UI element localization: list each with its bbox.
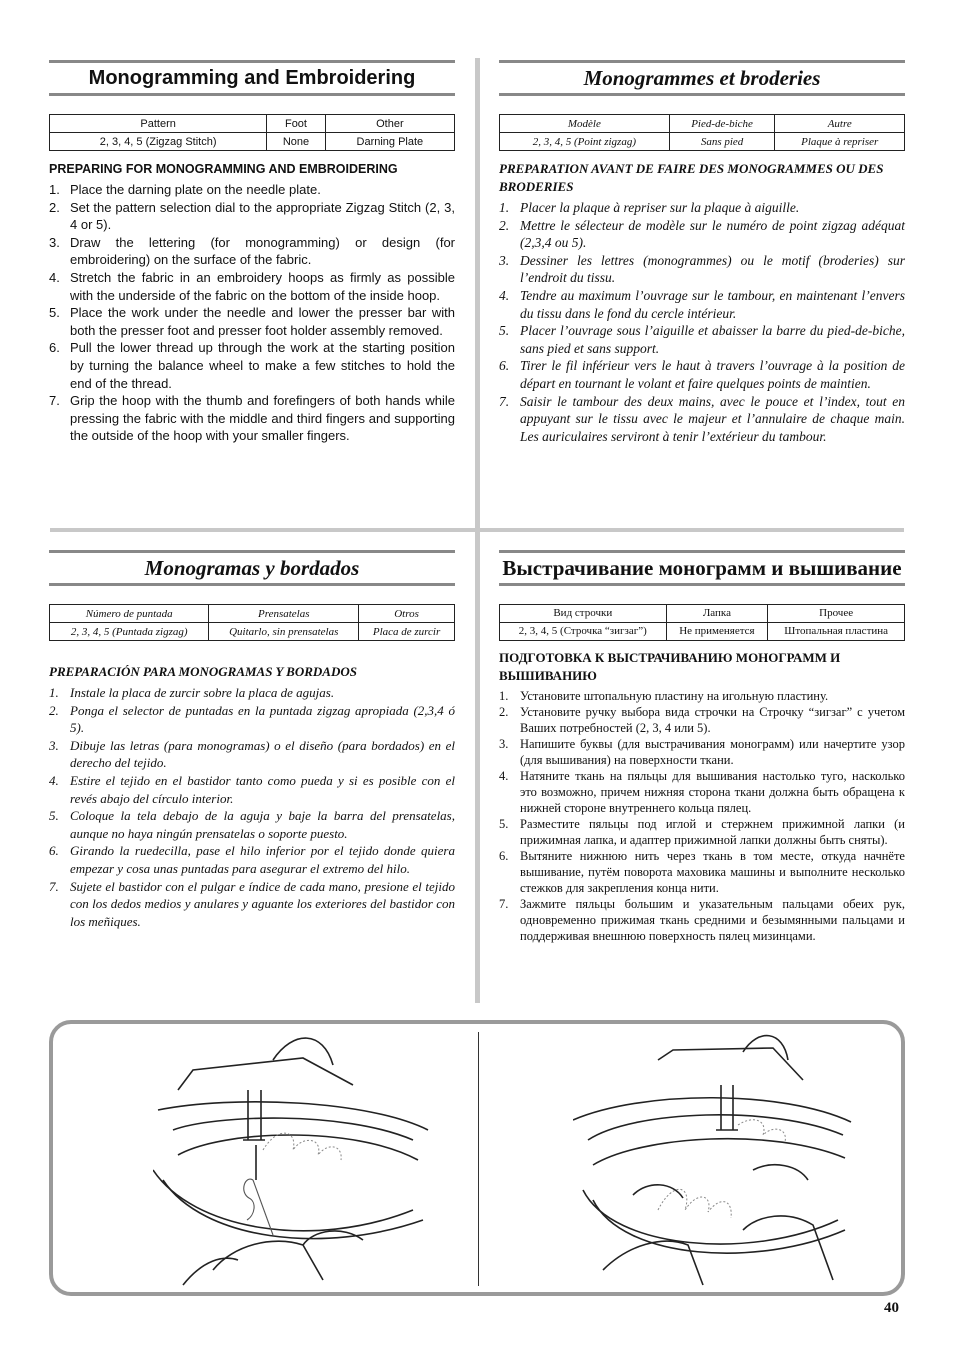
step-text: Saisir le tambour des deux mains, avec le pouce et l’index, tout en appuyant sur le tissu avec le majeur et l’annulaire de chaque main. Les auriculaires serviront à tenir l’extérieur du tambour. (520, 393, 905, 444)
step-number: 7. (499, 393, 510, 409)
table-cell: 2, 3, 4, 5 (Строчка “зигзаг”) (500, 623, 667, 641)
list-item (49, 702, 455, 737)
steps-list (49, 181, 455, 445)
step-text: Place the darning plate on the needle plate. (70, 182, 321, 197)
step-text: Tirer le fil inférieur vers le haut à travers l’ouvrage à la position de départ en tournant le volant et faire quelques points de maintien. (520, 358, 905, 391)
step-number: 2. (49, 702, 59, 718)
step-text: Натяните ткань на пяльцы для вышивания настолько туго, насколько это возможно, причем нижняя сторона ткани должна быть обращена к нижней стороне внутреннего кольца пялец. (520, 769, 905, 815)
table-header: Прочее (768, 605, 905, 623)
step-text: Girando la ruedecilla, pase el hilo inferior por el tejido donde quiera empezar y cosa unas puntadas para asegurar el extremo del hilo. (70, 843, 455, 876)
subheading: PREPARACIÓN PARA MONOGRAMAS Y BORDADOS (49, 664, 357, 679)
russian-section (499, 550, 905, 944)
step-number: 4. (49, 269, 60, 285)
step-text: Place the work under the needle and lower the presser bar with both the presser foot and presser foot holder assembly removed. (70, 305, 455, 338)
section-title: Monogrammes et broderies (499, 60, 905, 96)
hoop-hands-illustration (573, 1030, 853, 1290)
list-item (499, 816, 905, 848)
step-text: Coloque la tela debajo de la aguja y baje la barra del prensatelas, aunque no haya ningún prensatelas o soporte puesto. (70, 808, 455, 841)
step-number: 6. (49, 843, 59, 859)
table-header: Лапка (666, 605, 768, 623)
step-text: Dibuje las letras (para monogramas) o el diseño (para bordados) en el derecho del tejido. (70, 737, 455, 771)
table-cell: Sans pied (669, 133, 775, 151)
subheading: PREPARATION AVANT DE FAIRE DES MONOGRAMMES OU DES BRODERIES (499, 161, 884, 194)
step-number: 3. (499, 252, 510, 268)
list-item (49, 339, 455, 392)
list-item (499, 322, 905, 357)
table-header: Autre (775, 115, 905, 133)
spanish-section (49, 550, 455, 930)
table-header: Вид строчки (500, 605, 667, 623)
horizontal-divider (50, 528, 904, 532)
steps-list (499, 199, 905, 445)
table-cell: Placa de zurcir (359, 623, 455, 641)
list-item (49, 181, 455, 199)
illustration-box (49, 1020, 905, 1296)
list-item (49, 772, 455, 807)
table-cell: None (267, 133, 325, 151)
list-item (49, 878, 455, 931)
table-cell: Quitarlo, sin prensatelas (209, 623, 359, 641)
table-cell: Не применяется (666, 623, 768, 641)
list-item (499, 217, 905, 252)
step-number: 2. (49, 199, 60, 215)
step-number: 2. (499, 217, 510, 233)
step-number: 3. (49, 737, 59, 753)
step-number: 6. (499, 358, 510, 374)
section-title: Monogramas y bordados (49, 550, 455, 586)
step-number: 3. (499, 737, 509, 751)
step-text: Ponga el selector de puntadas en la puntada zigzag apropiada (2,3,4 ó 5). (70, 702, 455, 736)
list-item (499, 736, 905, 768)
step-text: Draw the lettering (for monogramming) or design (for embroidering) on the surface of the fabric. (70, 234, 455, 268)
list-item (49, 807, 455, 842)
step-text: Placer l’ouvrage sous l’aiguille et abaisser la barre du pied-de-biche, sans pied et sans support. (520, 323, 905, 356)
step-number: 1. (49, 182, 60, 197)
hoop-thread-illustration (153, 1030, 433, 1290)
table-cell: 2, 3, 4, 5 (Zigzag Stitch) (50, 133, 267, 151)
step-number: 7. (499, 897, 509, 911)
step-text: Placer la plaque à repriser sur la plaque à aiguille. (520, 200, 800, 215)
page-number: 40 (884, 1300, 899, 1316)
list-item (499, 393, 905, 446)
list-item (49, 392, 455, 445)
table-header: Otros (359, 605, 455, 623)
english-section (49, 60, 455, 445)
list-item (499, 848, 905, 896)
step-number: 6. (499, 849, 509, 863)
section-title: Monogramming and Embroidering (49, 60, 455, 96)
steps-list (49, 684, 455, 930)
step-number: 4. (499, 769, 509, 783)
list-item (49, 269, 455, 304)
step-text: Dessiner les lettres (monogrammes) ou le motif (broderies) sur l’endroit du tissu. (520, 252, 905, 286)
settings-table (499, 114, 905, 151)
table-header: Other (325, 115, 454, 133)
french-section (499, 60, 905, 445)
table-header: Foot (267, 115, 325, 133)
table-header: Prensatelas (209, 605, 359, 623)
step-number: 1. (49, 685, 59, 700)
step-number: 5. (49, 808, 59, 824)
step-number: 3. (49, 234, 60, 250)
step-text: Set the pattern selection dial to the appropriate Zigzag Stitch (2, 3, 4 or 5). (70, 199, 455, 233)
step-number: 1. (499, 689, 509, 703)
table-header: Pattern (50, 115, 267, 133)
table-cell: Штопальная пластина (768, 623, 905, 641)
subheading: PREPARING FOR MONOGRAMMING AND EMBROIDERING (49, 162, 398, 176)
settings-table (49, 114, 455, 151)
list-item (499, 357, 905, 392)
step-number: 6. (49, 340, 60, 356)
step-text: Разместите пяльцы под иглой и стержнем прижимной лапки (и прижимная лапка, и адаптер прижимной лапки должны быть сняты). (520, 817, 905, 847)
list-item (499, 199, 905, 217)
step-number: 7. (49, 878, 59, 894)
step-number: 4. (499, 287, 510, 303)
step-number: 7. (49, 393, 60, 409)
list-item (499, 287, 905, 322)
settings-table (499, 604, 905, 641)
step-text: Stretch the fabric in an embroidery hoops as firmly as possible with the underside of the fabric on the bottom of the inside hoop. (70, 269, 455, 303)
subheading: ПОДГОТОВКА К ВЫСТРАЧИВАНИЮ МОНОГРАММ И ВЫШИВАНИЮ (499, 650, 841, 683)
step-text: Mettre le sélecteur de modèle sur le numéro de point zigzag adéquat (2,3,4 ou 5). (520, 217, 905, 251)
table-cell: 2, 3, 4, 5 (Puntada zigzag) (50, 623, 209, 641)
step-text: Установите ручку выбора вида строчки на Строчку “зигзаг” с учетом Ваших потребностей (2, 3, 4 или 5). (520, 705, 905, 735)
step-text: Sujete el bastidor con el pulgar e índice de cada mano, presione el tejido con los dedos medios y anulares y aguante los exteriores del bastidor con los meñiques. (70, 878, 455, 929)
step-text: Tendre au maximum l’ouvrage sur le tambour, en maintenant l’envers du tissu dans le fond du cercle intérieur. (520, 287, 905, 321)
list-item (49, 234, 455, 269)
step-text: Напишите буквы (для выстрачивания монограмм) или начертите узор (для вышивания) на поверхности ткани. (520, 737, 905, 767)
list-item (49, 737, 455, 772)
step-text: Instale la placa de zurcir sobre la placa de agujas. (70, 685, 335, 700)
step-number: 1. (499, 200, 510, 215)
table-header: Modèle (500, 115, 670, 133)
step-number: 4. (49, 772, 59, 788)
step-text: Установите штопальную пластину на игольную пластину. (520, 689, 829, 703)
step-text: Estire el tejido en el bastidor tanto como pueda y si es posible con el revés abajo del círculo interior. (70, 772, 455, 806)
step-text: Grip the hoop with the thumb and forefingers of both hands while pressing the fabric with the middle and third fingers and supporting the outside of the hoop with your smaller fingers. (70, 393, 455, 444)
table-header: Número de puntada (50, 605, 209, 623)
steps-list (499, 688, 905, 944)
settings-table (49, 604, 455, 641)
step-number: 2. (499, 705, 509, 719)
step-text: Pull the lower thread up through the work at the starting position by turning the balance wheel to make a few stitches to hold the end of the thread. (70, 340, 455, 391)
step-text: Зажмите пяльцы большим и указательным пальцами обеих рук, одновременно прижимая ткань средними и безымянными пальцами и поддерживая внешнюю поверхность пялец мизинцами. (520, 897, 905, 943)
step-text: Вытяните нижнюю нить через ткань в том месте, откуда начнёте вышивание, путём поворота маховика машины и выполните несколько стежков для закрепления конца нити. (520, 849, 905, 895)
list-item (49, 842, 455, 877)
list-item (499, 688, 905, 704)
table-cell: 2, 3, 4, 5 (Point zigzag) (500, 133, 670, 151)
list-item (499, 896, 905, 944)
list-item (49, 304, 455, 339)
table-cell: Plaque à repriser (775, 133, 905, 151)
list-item (499, 252, 905, 287)
list-item (499, 704, 905, 736)
list-item (49, 199, 455, 234)
illustration-divider (478, 1032, 479, 1286)
list-item (499, 768, 905, 816)
table-cell: Darning Plate (325, 133, 454, 151)
step-number: 5. (499, 817, 509, 831)
step-number: 5. (499, 323, 510, 339)
step-number: 5. (49, 305, 60, 321)
section-title: Выстрачивание монограмм и вышивание (499, 550, 905, 586)
list-item (49, 684, 455, 702)
table-header: Pied-de-biche (669, 115, 775, 133)
